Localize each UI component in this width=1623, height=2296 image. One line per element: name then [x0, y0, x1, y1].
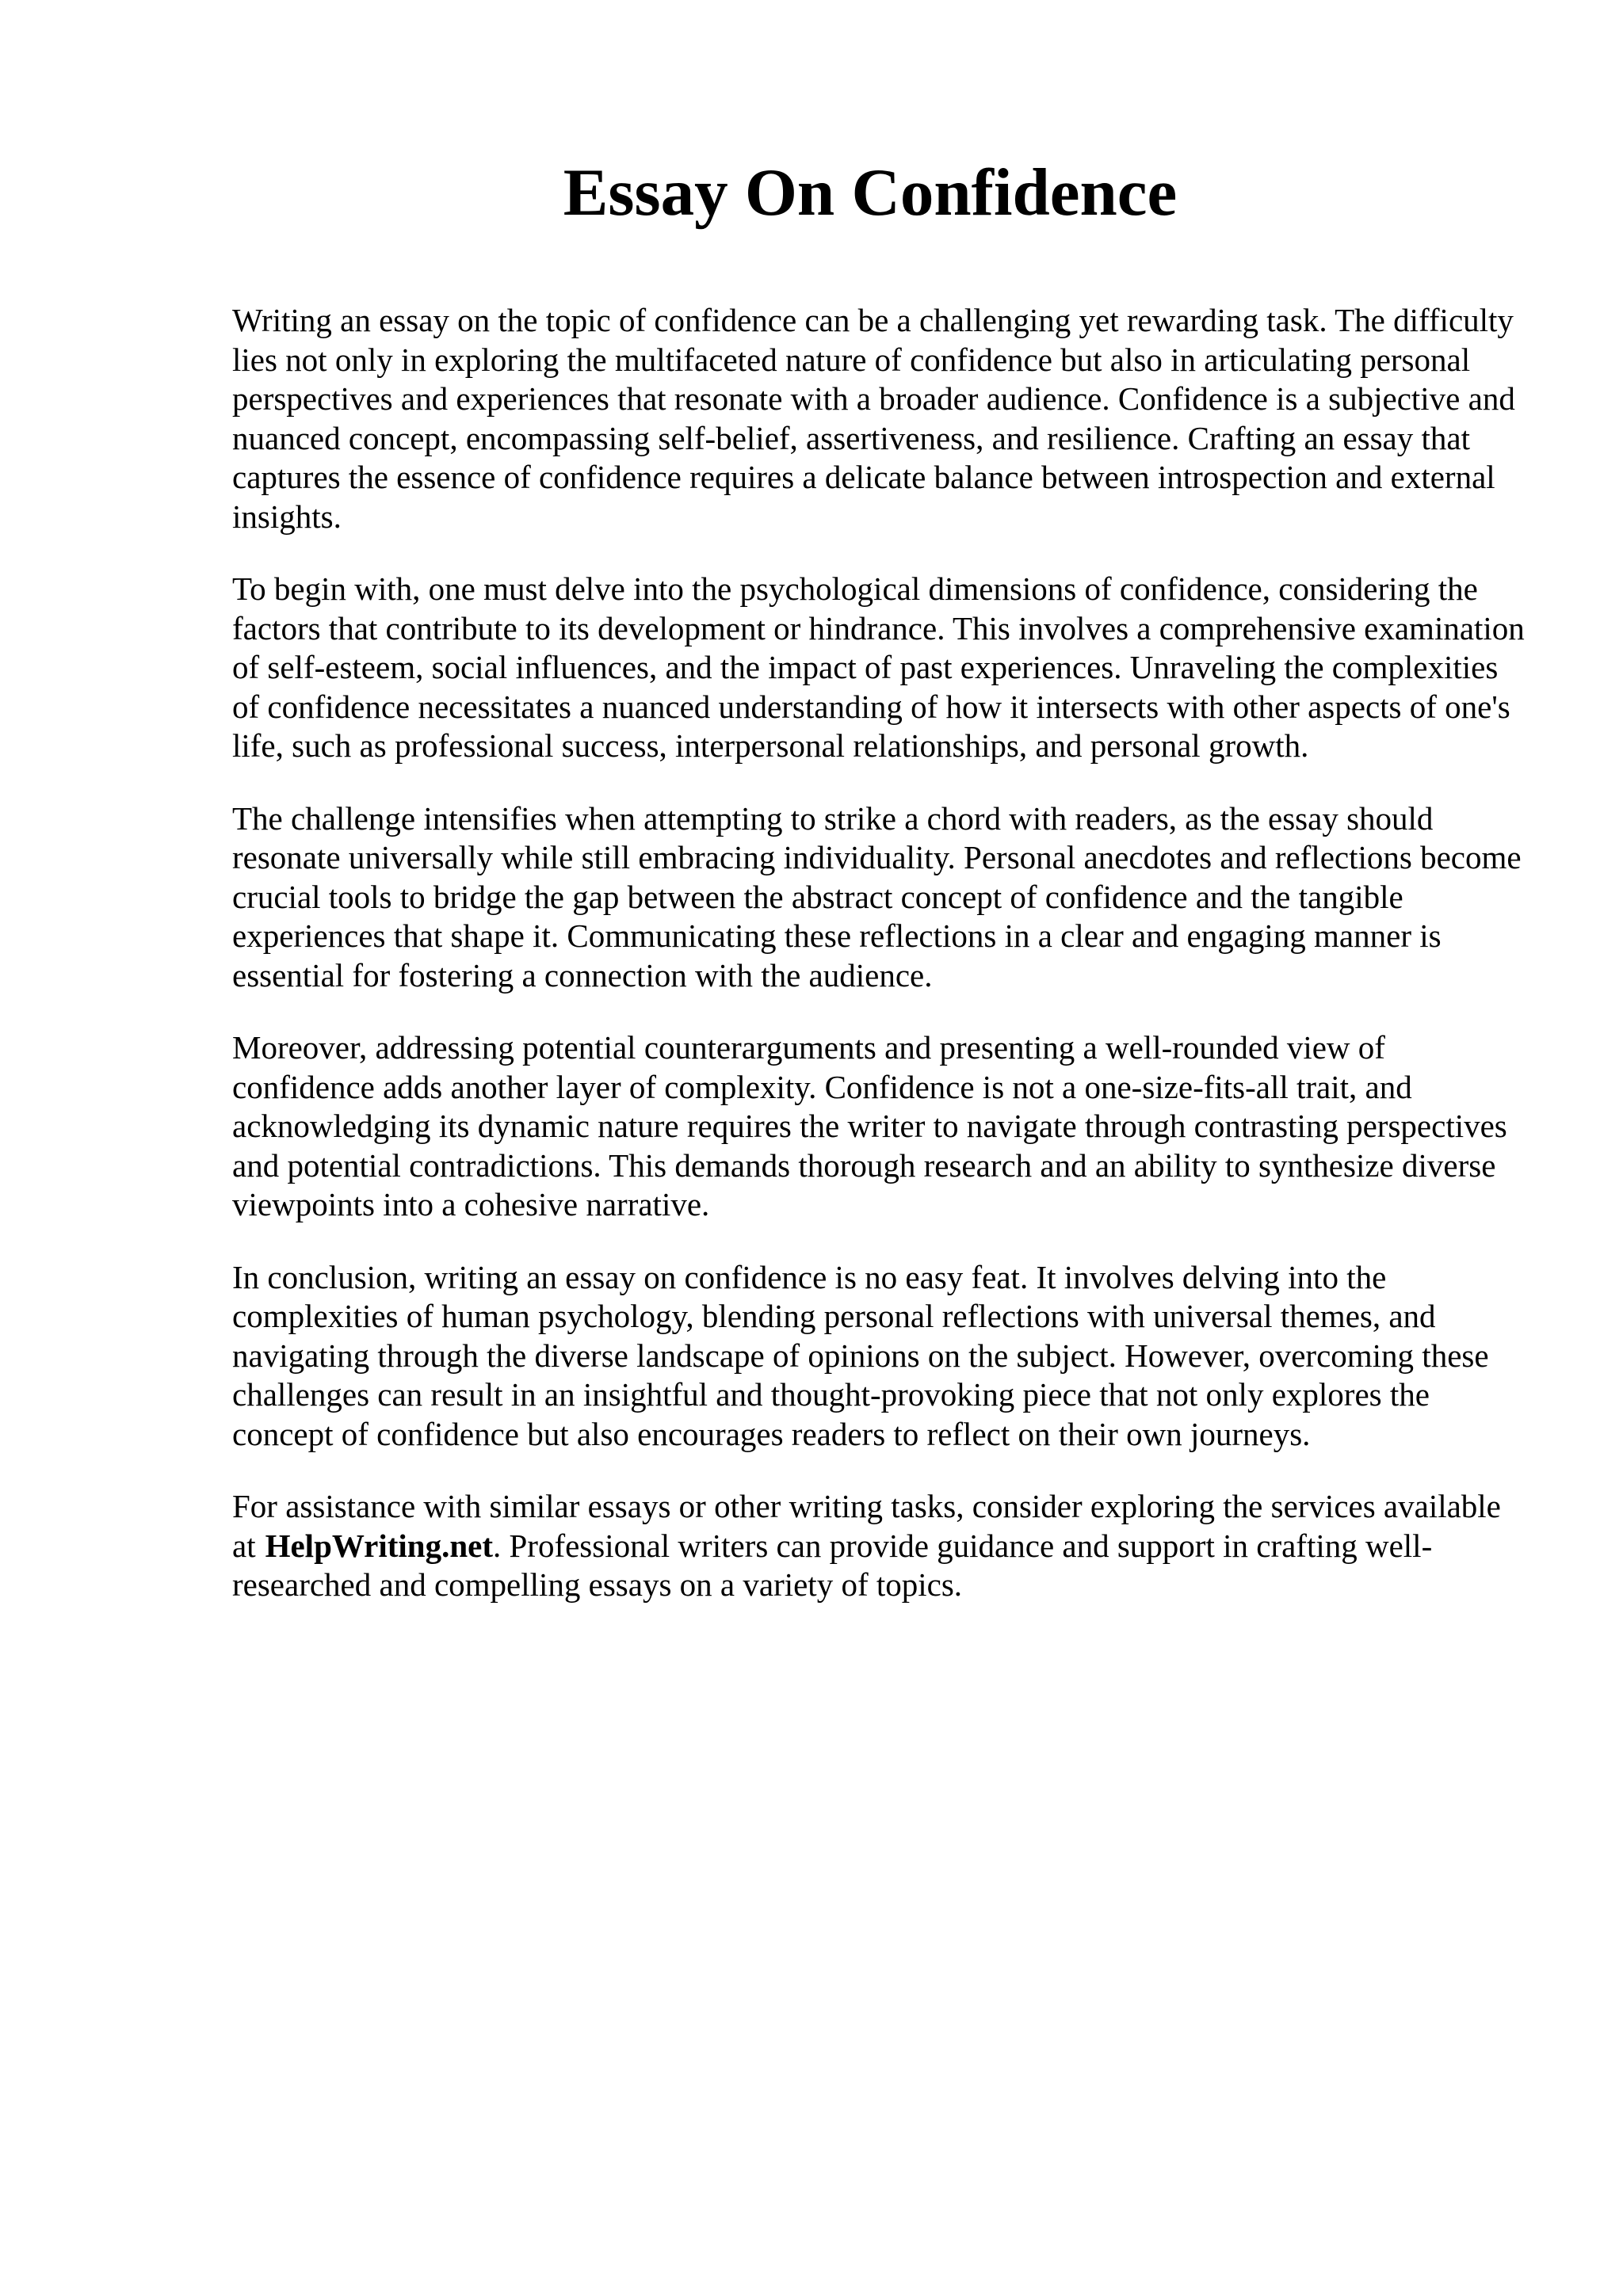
closing-text-after-link: . Professional writers can provide guidance and support in crafting well-researched and compelling essays on a variety of topics.: [232, 1527, 1433, 1603]
helpwriting-link[interactable]: HelpWriting.net: [265, 1527, 493, 1564]
essay-body: [232, 301, 1532, 1638]
paragraph-2: To begin with, one must delve into the psychological dimensions of confidence, considering the factors that contribute to its development or hindrance. This involves a comprehensive examination of self-esteem, social influences, and the impact of past experiences. Unraveling the complexities of confidence necessitates a nuanced understanding of how it intersects with other aspects of one's life, such as professional success, interpersonal relationships, and personal growth.: [232, 570, 1525, 764]
paragraph-3: The challenge intensifies when attempting to strike a chord with readers, as the essay should resonate universally while still embracing individuality. Personal anecdotes and reflections become crucial tools to bridge the gap between the abstract concept of confidence and the tangible experiences that shape it. Communicating these reflections in a clear and engaging manner is essential for fostering a connection with the audience.: [232, 799, 1522, 994]
paragraph-5: In conclusion, writing an essay on confidence is no easy feat. It involves delving into the complexities of human psychology, blending personal reflections with universal themes, and navigating through the diverse landscape of opinions on the subject. However, overcoming these challenges can result in an insightful and thought-provoking piece that not only explores the concept of confidence but also encourages readers to reflect on their own journeys.: [232, 1258, 1489, 1452]
closing-paragraph: [232, 1487, 1532, 1605]
paragraph-1: Writing an essay on the topic of confidence can be a challenging yet rewarding task. The difficulty lies not only in exploring the multifaceted nature of confidence but also in articulating personal perspectives and experiences that resonate with a broader audience. Confidence is a subjective and nuanced concept, encompassing self-belief, assertiveness, and resilience. Crafting an essay that captures the essence of confidence requires a delicate balance between introspection and external insights.: [232, 302, 1515, 535]
closing-text-before-link: For assistance with similar essays or other writing tasks, consider exploring the services available at: [232, 1488, 1501, 1564]
paragraph-4: Moreover, addressing potential counterarguments and presenting a well-rounded view of confidence adds another layer of complexity. Confidence is not a one-size-fits-all trait, and acknowledging its dynamic nature requires the writer to navigate through contrasting perspectives and potential contradictions. This demands thorough research and an ability to synthesize diverse viewpoints into a cohesive narrative.: [232, 1029, 1507, 1222]
page-title: Essay On Confidence: [563, 155, 1178, 230]
